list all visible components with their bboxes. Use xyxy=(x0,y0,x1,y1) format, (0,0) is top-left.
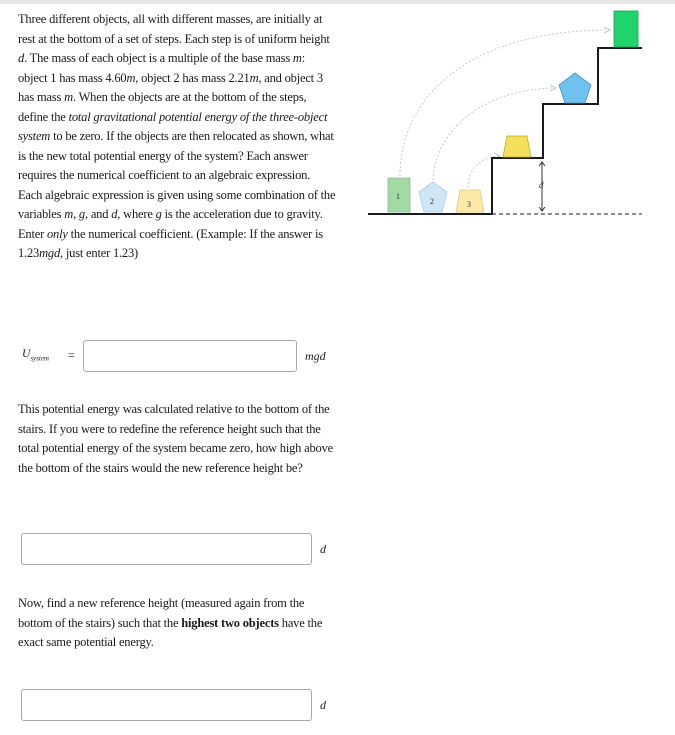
answer-row-reference-height xyxy=(18,533,338,565)
equal-energy-height-input[interactable] xyxy=(21,689,312,721)
top-divider xyxy=(0,0,675,4)
answer-row-potential-energy xyxy=(18,340,338,372)
object-3-relocated xyxy=(503,136,531,157)
object-2-relocated xyxy=(559,73,591,103)
arc-object-2 xyxy=(433,88,556,184)
question-equal-energy: Now, find a new reference height (measured again from the bottom of the stairs) such that the highest two objects have the exact same potential energy. xyxy=(18,596,323,649)
equals-sign: = xyxy=(68,348,75,362)
answer-row-equal-energy-height xyxy=(18,689,338,721)
object-1-relocated xyxy=(614,11,638,47)
arc-object-3 xyxy=(468,156,500,188)
question-reference-height: This potential energy was calculated relative to the bottom of the stairs. If you were to redefine the reference height such that the total potential energy of the system became zero, how high above the bottom of the stairs would the new reference height be? xyxy=(18,402,333,475)
stairs-diagram xyxy=(360,6,650,222)
step-height-label: d xyxy=(539,180,544,190)
object-2-label: 2 xyxy=(430,197,434,206)
object-1-label: 1 xyxy=(396,192,400,201)
unit-mgd: mgd xyxy=(305,349,326,363)
problem-statement: Three different objects, all with different masses, are initially at rest at the bottom of a set of steps. Each step is of uniform height d. The mass of each object is a multiple of the base mass m: object 1 has mass 4.60m, object 2 has mass 2.21m, and object 3 has mass m. When the objects are at the bottom of the steps, define the total gravitational potential energy of the three-object system to be zero. If the objects are then relocated as shown, what is the new total potential energy of the system? Each answer requires the numerical coefficient to an algebraic expression. Each algebraic expression is given using some combination of the variables m, g, and d, where g is the acceleration due to gravity. Enter only the numerical coefficient. (Example: If the answer is 1.23mgd, just enter 1.23) xyxy=(18,12,336,260)
u-system-input[interactable] xyxy=(83,340,297,372)
unit-d-2: d xyxy=(320,698,326,712)
reference-height-input[interactable] xyxy=(21,533,312,565)
u-system-label: $U_{system}$ xyxy=(22,348,49,363)
object-3-label: 3 xyxy=(467,200,471,209)
unit-d: d xyxy=(320,542,326,556)
